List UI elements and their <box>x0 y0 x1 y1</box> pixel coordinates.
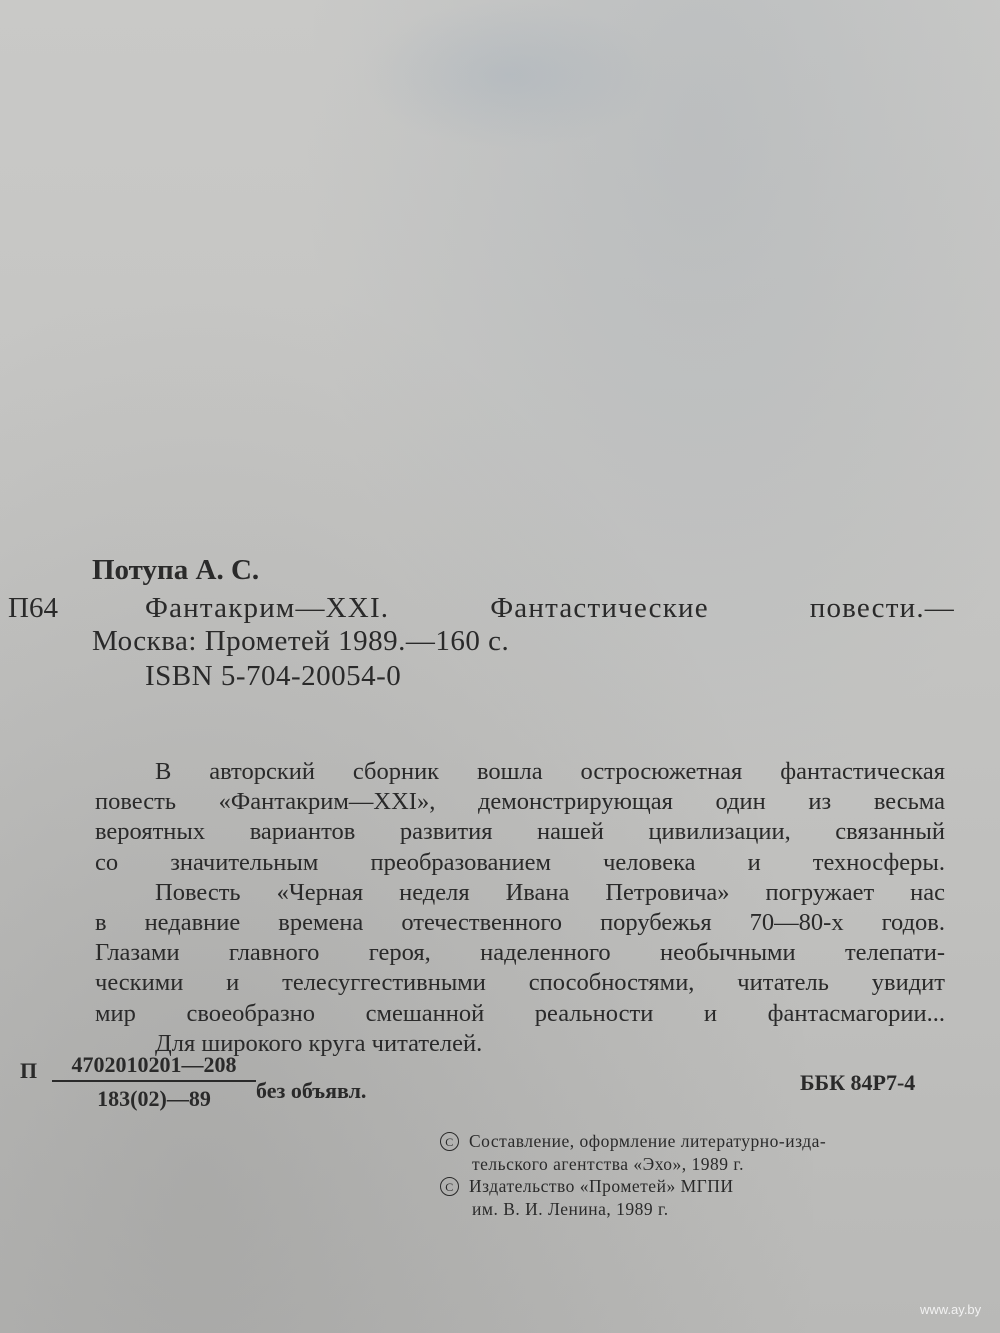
copyright-icon: C <box>440 1132 459 1151</box>
price-note: без объявл. <box>256 1078 367 1103</box>
copyright-line: им. В. И. Ленина, 1989 г. <box>472 1198 669 1219</box>
annotation-line: со значительным преобразованием человека и техносферы. <box>95 848 945 876</box>
annotation-line: в недавние времена отечественного порубежья 70—80-х годов. <box>95 909 945 937</box>
index-fraction <box>52 1052 256 1112</box>
author-name: Потупа А. С. <box>92 554 260 586</box>
annotation-line: Повесть «Черная неделя Ивана Петровича» погружает нас <box>155 878 945 906</box>
annotation-line: повесть «Фантакрим—XXI», демонстрирующая один из весьма <box>95 788 945 816</box>
site-watermark: www.ay.by <box>920 1302 982 1317</box>
annotation-line: В авторский сборник вошла остросюжетная фантастическая <box>155 758 945 785</box>
title-line <box>145 594 955 623</box>
imprint-line: Москва: Прометей 1989.—160 с. <box>92 625 510 657</box>
bbk-code: ББК 84Р7-4 <box>800 1070 916 1095</box>
genre-word-2: повести.— <box>809 592 955 624</box>
annotation-line: мир своеобразно смешанной реальности и фантасмагории... <box>95 999 945 1027</box>
copyright-block <box>440 1130 950 1220</box>
book-title: Фантакрим—XXI. <box>145 592 390 624</box>
genre-word-1: Фантастические <box>490 592 709 624</box>
copyright-line <box>440 1130 950 1153</box>
copyright-icon: C <box>440 1177 459 1196</box>
copyright-line <box>440 1175 950 1198</box>
annotation <box>95 757 945 1059</box>
annotation-line: вероятных вариантов развития нашей цивилизации, связанный <box>95 818 945 846</box>
index-numerator: 4702010201—208 <box>52 1052 256 1082</box>
copyright-text: Издательство «Прометей» МГПИ <box>469 1176 734 1196</box>
library-code: П64 <box>8 592 58 624</box>
annotation-line: Для широкого круга читателей. <box>155 1029 483 1057</box>
copyright-text: Составление, оформление литературно-изда- <box>469 1131 827 1151</box>
ink-bleed-stain <box>360 0 660 150</box>
isbn-line: ISBN 5-704-20054-0 <box>145 660 402 692</box>
copyright-line: тельского агентства «Эхо», 1989 г. <box>472 1153 745 1174</box>
index-denominator: 183(02)—89 <box>97 1086 211 1111</box>
index-prefix: П <box>20 1058 38 1083</box>
annotation-line: Глазами главного героя, наделенного необычными телепати- <box>95 939 945 967</box>
annotation-line: ческими и телесуггестивными способностями, читатель увидит <box>95 969 945 997</box>
